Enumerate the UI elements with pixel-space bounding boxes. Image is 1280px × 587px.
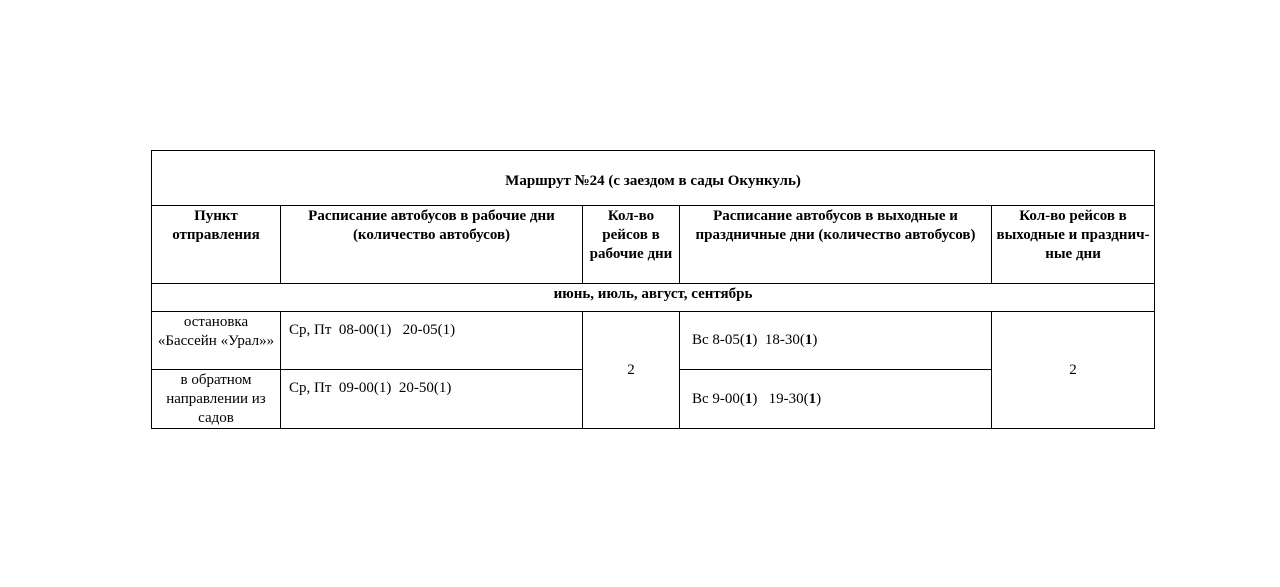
bus-count: 1 bbox=[744, 332, 753, 348]
weekend-times-part: ) bbox=[812, 332, 818, 348]
weekend-times-part: ) 18-30( bbox=[752, 332, 805, 348]
bus-count: 1 bbox=[804, 332, 813, 348]
schedule-table bbox=[151, 150, 1155, 429]
weekday-times: Ср, Пт 08-00(1) 20-05(1) bbox=[281, 312, 583, 370]
season-row bbox=[152, 284, 1155, 312]
header-weekend-schedule: Расписание автобусов в выходные и праздничные дни (количество автобусов) bbox=[680, 206, 992, 284]
header-departure-point: Пункт отправления bbox=[152, 206, 281, 284]
header-row bbox=[152, 206, 1155, 284]
header-weekday-trips: Кол-во рейсов в рабочие дни bbox=[583, 206, 680, 284]
weekend-times bbox=[680, 370, 992, 429]
route-title: Маршрут №24 (с заездом в сады Окункуль) bbox=[152, 151, 1155, 206]
weekend-times-part: ) bbox=[816, 390, 822, 407]
season-label: июнь, июль, август, сентябрь bbox=[152, 284, 1155, 312]
header-weekday-schedule: Расписание автобусов в рабочие дни (количество автобусов) bbox=[281, 206, 583, 284]
weekday-trip-count: 2 bbox=[583, 312, 680, 429]
title-row bbox=[152, 151, 1155, 206]
table-row bbox=[152, 312, 1155, 370]
weekend-trip-count: 2 bbox=[992, 312, 1155, 429]
departure-stop: в обратном направлении из садов bbox=[152, 370, 281, 429]
bus-count: 1 bbox=[808, 390, 817, 407]
bus-count: 1 bbox=[744, 390, 753, 407]
weekend-times bbox=[680, 312, 992, 370]
header-weekend-trips: Кол-во рейсов в выходные и празднич-ные дни bbox=[992, 206, 1155, 284]
weekend-times-part: Вс 8-05( bbox=[692, 332, 745, 348]
weekday-times: Ср, Пт 09-00(1) 20-50(1) bbox=[281, 370, 583, 429]
weekend-times-part: ) 19-30( bbox=[752, 390, 809, 407]
departure-stop: остановка «Бассейн «Урал»» bbox=[152, 312, 281, 370]
weekend-times-part: Вс 9-00( bbox=[692, 390, 745, 407]
